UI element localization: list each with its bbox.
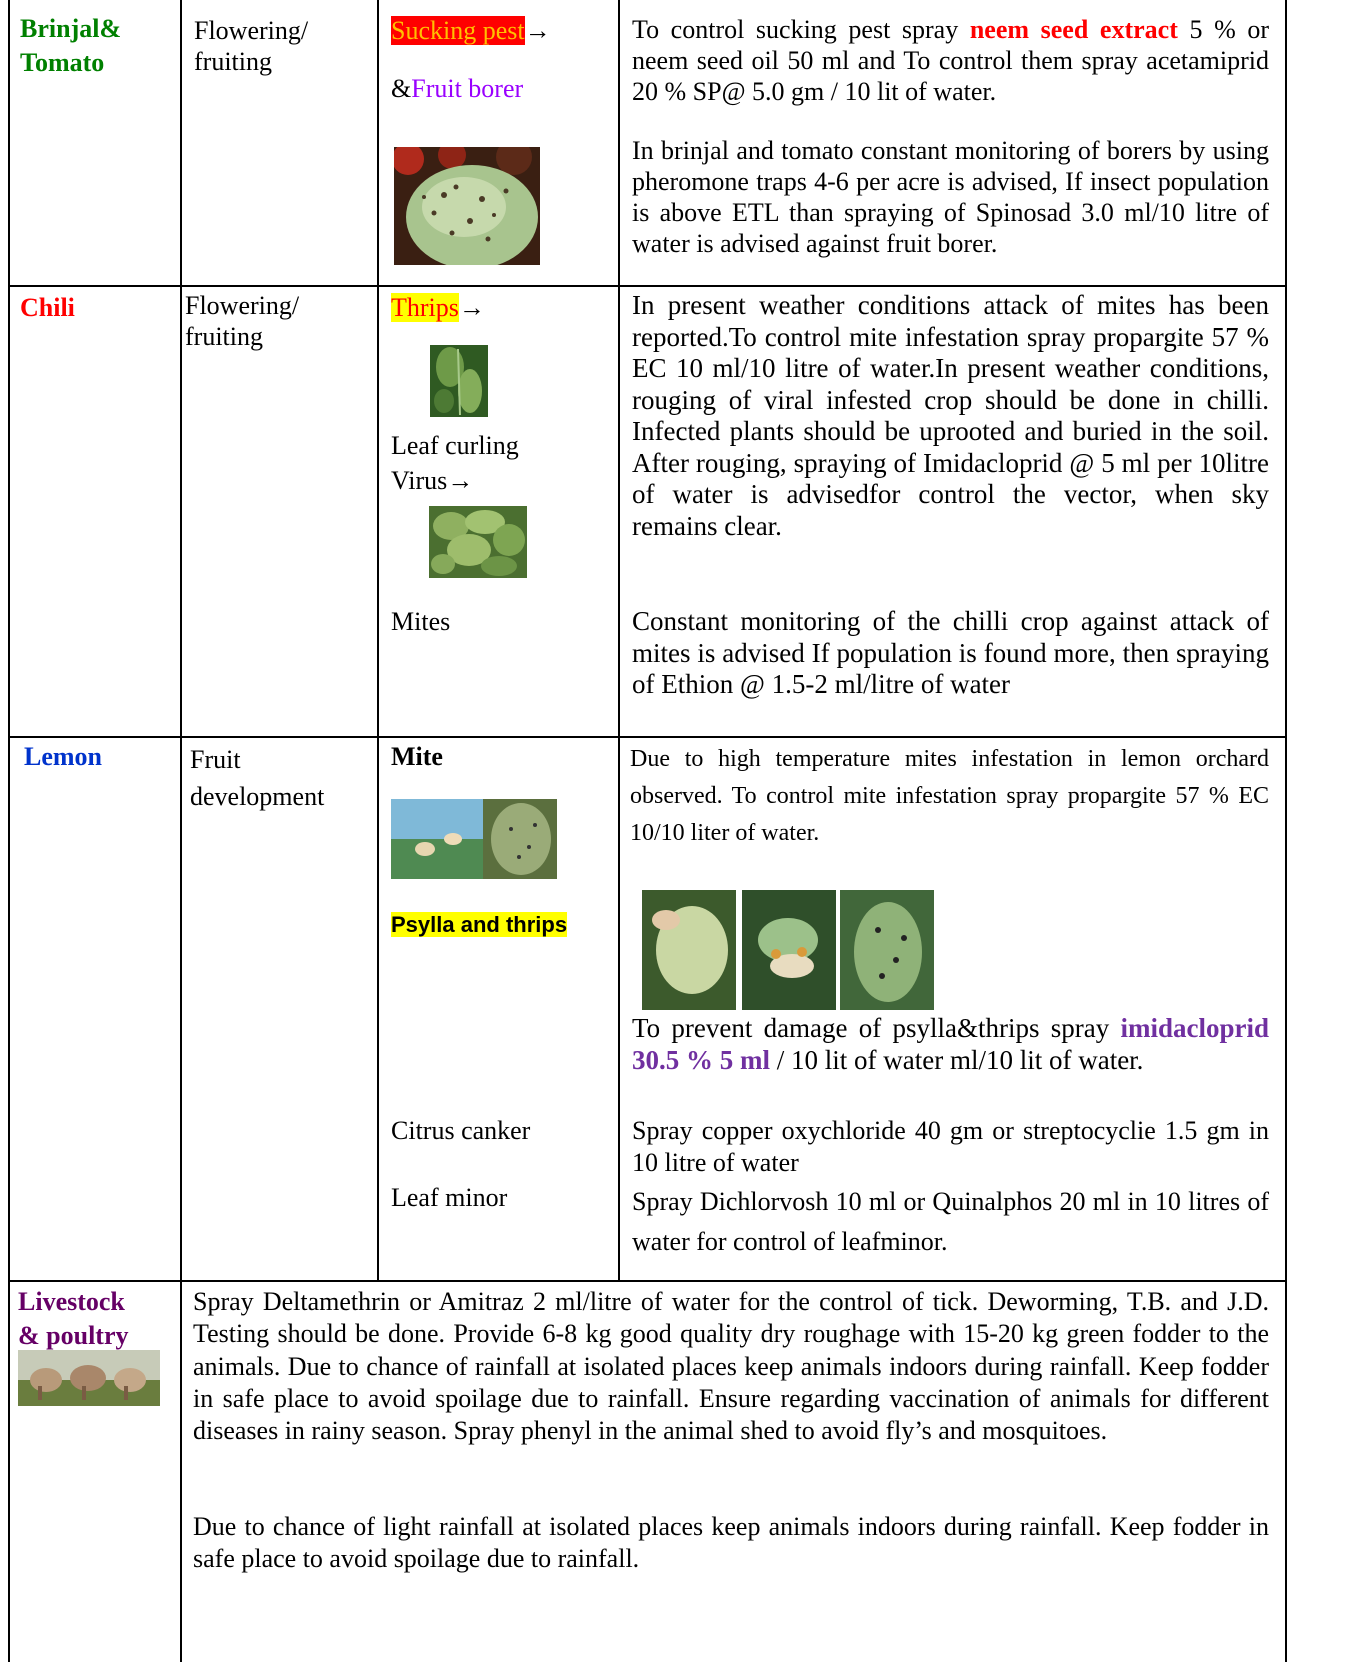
stage-line2: fruiting (185, 322, 263, 351)
crop-label-line2: Tomato (20, 48, 105, 77)
column-divider-2 (377, 0, 379, 1280)
crop-label-line1: Livestock (18, 1287, 125, 1316)
advice-brinjal-p1 (632, 14, 1269, 107)
row-divider-3 (8, 1280, 1287, 1282)
advice-livestock-p2: Due to chance of light rainfall at isolated places keep animals indoors during rainfall. Keep fodder in safe place to avoid spoilage due to rainfall. (193, 1512, 1269, 1574)
table-border-left (8, 0, 10, 1662)
advice-text: To control sucking pest spray (632, 15, 970, 44)
pest-leaf-minor: Leaf minor (391, 1183, 508, 1212)
crop-label-line1: Chili (20, 293, 75, 322)
psylla-label: Psylla and thrips (391, 912, 568, 937)
fruit-borer-label: Fruit borer (411, 74, 524, 103)
column-divider-1 (180, 0, 182, 1662)
stage-line1: Flowering/ (194, 16, 309, 45)
advice-livestock-p1: Spray Deltamethrin or Amitraz 2 ml/litre of water for the control of tick. Deworming, T.B. and J.D. Testing should be done. Provide 6-8 kg good quality dry roughage with 15-20 kg green fodder to the animals. Due to chance of rainfall at isolated places keep animals indoors during rainfall. Keep fodder in safe place to avoid spoilage due to rainfall. Ensure regarding vaccination of animals for different diseases in rainy season. Spray phenyl in the animal shed to avoid fly’s and mosquitoes. (193, 1287, 1269, 1446)
stage-line1: Flowering/ (185, 291, 300, 320)
advice-text: To prevent damage of psylla&thrips spray (632, 1013, 1121, 1043)
row-divider-1 (8, 285, 1287, 287)
advice-text: / 10 lit of water ml/10 lit of water. (770, 1044, 1144, 1075)
pest-citrus-canker: Citrus canker (391, 1116, 531, 1145)
advice-chili-p2: Constant monitoring of the chilli crop against attack of mites is advised If population is found more, then spraying of Ethion @ 1.5-2 ml/litre of water (632, 606, 1269, 699)
pest-sucking (391, 15, 551, 46)
leaf-curl-virus-image (429, 506, 527, 578)
thrips-label: Thrips (391, 293, 459, 322)
arrow-icon: → (524, 16, 551, 45)
psylla-thrips-images (642, 890, 934, 1010)
pest-mite: Mite (391, 742, 443, 771)
stage-line1: Fruit (190, 745, 241, 774)
pest-thrips (391, 292, 485, 323)
crop-label-line2: & poultry (18, 1321, 129, 1350)
advice-lemon-p4: Spray Dichlorvosh 10 ml or Quinalphos 20 ml in 10 litres of water for control of leafminor. (632, 1187, 1269, 1256)
crop-lemon (24, 740, 102, 774)
stage-row3 (190, 741, 324, 815)
stage-row2 (185, 290, 299, 352)
livestock-image (18, 1350, 160, 1406)
advice-lemon-p2 (632, 1013, 1269, 1076)
advice-brinjal-p2: In brinjal and tomato constant monitoring of borers by using pheromone traps 4-6 per acre is advised, If insect population is above ETL than spraying of Spinosad 3.0 ml/10 litre of water is advised against fruit borer. (632, 136, 1269, 258)
advice-lemon-p3: Spray copper oxychloride 40 gm or streptocyclie 1.5 gm in 10 litre of water (632, 1116, 1269, 1177)
stage-line2: development (190, 782, 325, 811)
crop-label-line1: Lemon (24, 742, 102, 771)
leaf-curling-label: Leaf curling (391, 431, 519, 460)
crop-label-line1: Brinjal& (20, 14, 122, 43)
table-border-right (1285, 0, 1287, 1662)
crop-livestock (18, 1285, 129, 1353)
column-divider-3 (618, 0, 620, 1280)
stage-row1 (194, 15, 308, 77)
pest-fruit-borer (391, 73, 523, 104)
neem-seed-extract: neem seed extract (969, 15, 1178, 44)
advice-text: 5 % or neem seed oil 50 ml and To control them spray acetamiprid 20 % SP@ 5.0 gm / 10 lit of water. (632, 15, 1269, 106)
advice-chili-p1: In present weather conditions attack of mites has been reported.To control mite infestation spray propargite 57 % EC 10 ml/10 litre of water.In present weather conditions, rouging of viral infested crop should be done in chilli. Infected plants should be uprooted and buried in the soil. After rouging, spraying of Imidacloprid @ 5 ml per 10litre of water is advisedfor control the vector, when sky remains clear. (632, 290, 1269, 541)
advice-lemon-p1: Due to high temperature mites infestation in lemon orchard observed. To control mite infestation spray propargite 57 % EC 10/10 liter of water. (630, 746, 1269, 846)
virus-label: Virus→ (391, 466, 474, 495)
sucking-pest-label: Sucking pest (391, 16, 525, 45)
thrips-image (430, 345, 488, 417)
arrow-icon: → (458, 293, 485, 322)
pest-psylla (391, 911, 567, 939)
mite-image (391, 799, 557, 879)
stage-line2: fruiting (194, 47, 272, 76)
ampersand: & (391, 74, 412, 103)
pest-leaf-curling (391, 430, 519, 496)
pest-mites: Mites (391, 607, 451, 636)
tomato-pest-image (394, 147, 540, 265)
crop-chili (20, 291, 75, 325)
crop-brinjal-tomato (20, 12, 121, 80)
imidacloprid-dose: imidacloprid 30.5 % 5 ml (632, 1013, 1269, 1075)
row-divider-2 (8, 736, 1287, 738)
